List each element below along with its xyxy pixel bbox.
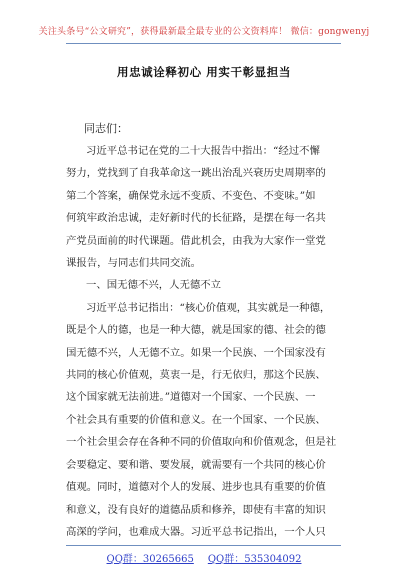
body-line: 既是个人的德，也是一种大德，就是国家的德、社会的德 <box>66 324 326 337</box>
body-line: 一个社会里会存在各种不同的价值取向和价值观念，但是社 <box>66 436 337 449</box>
page-title: 用忠诚诠释初心 用实干彰显担当 <box>116 65 291 79</box>
body-line: 值观。同时，道德对个人的发展、进步也具有重要的价值 <box>66 481 326 494</box>
body-line: 共同的核心价值观，莫衷一是，行无依归，那这个民族、 <box>66 369 326 382</box>
body-line: 国无德不兴，人无德不立。如果一个民族、一个国家没有 <box>66 346 326 359</box>
header-note: 关注头条号“公文研究”，获得最新最全最专业的公文资料库！ 微信：gongwenyj <box>38 27 370 37</box>
body-line: 高深的学问，也难成大器。习近平总书记指出，一个人只 <box>66 525 326 538</box>
body-line: 这个国家就无法前进。”道德对一个国家、一个民族、一 <box>66 391 316 404</box>
body-line: 习近平总书记在党的二十大报告中指出：“经过不懈 <box>86 145 320 157</box>
body-line: 习近平总书记指出：“核心价值观，其实就是一种德， <box>86 301 331 314</box>
greeting: 同志们： <box>84 122 128 135</box>
footer <box>0 550 408 565</box>
body-line: 和意义，没有良好的道德品质和修养，即使有丰富的知识 <box>66 503 326 516</box>
qq-group-link-2[interactable]: QQ群：535304092 <box>207 554 302 565</box>
qq-group-link-1[interactable]: QQ群：30265665 <box>106 554 194 565</box>
body-line: 会要稳定、要和谐、要发展，就需要有一个共同的核心价 <box>66 458 326 471</box>
header-divider <box>66 43 341 44</box>
body-text <box>66 140 347 543</box>
body-line: 个社会具有重要的价值和意义。在一个国家、一个民族、 <box>66 413 326 426</box>
body-line: 第二个答案，确保党永远不变质、不变色、不变味。”如 <box>66 189 316 202</box>
footer-divider <box>66 545 341 546</box>
body-line: 何筑牢政治忠诚，走好新时代的长征路，是摆在每一名共 <box>66 212 326 225</box>
body-line: 一、国无德不兴，人无德不立 <box>86 279 222 292</box>
body-line: 努力，党找到了自我革命这一跳出治乱兴衰历史周期率的 <box>66 167 326 180</box>
body-line: 课报告，与同志们共同交流。 <box>66 257 202 270</box>
body-line: 产党员面前的时代课题。借此机会，由我为大家作一堂党 <box>66 234 326 247</box>
